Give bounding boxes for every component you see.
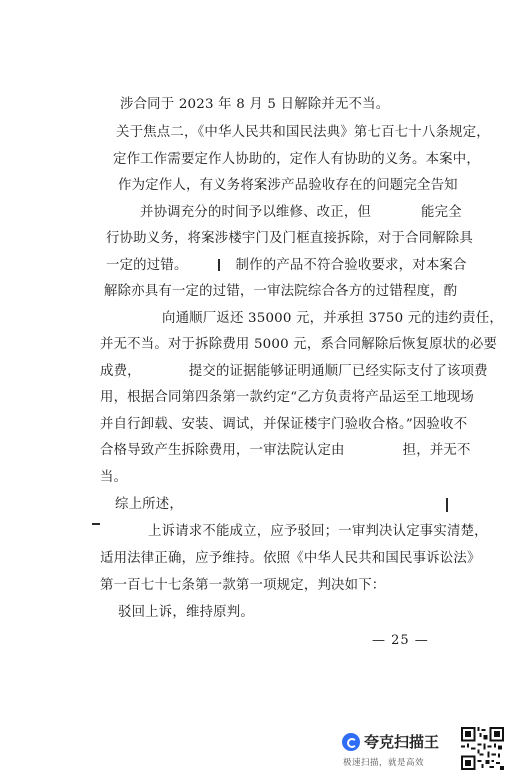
qr-code-icon [461, 727, 504, 770]
text-line-10: 并无不当。对于拆除费用 5000 元，系合同解除后恢复原状的必要 [100, 337, 498, 352]
text-line-18: 适用法律正确，应予维持。依照《中华人民共和国民事诉讼法》 [100, 551, 481, 566]
text-line-17: 上诉请求不能成立，应予驳回；一审判决认定事实清楚， [148, 524, 488, 539]
brand-name: 夸克扫描王 [364, 733, 440, 751]
text-line-9: 向通顺厂返还 35000 元，并承担 3750 元的违约责任， [162, 311, 503, 326]
text-line-15: 当。 [100, 470, 128, 485]
scan-artifact [446, 498, 448, 512]
text-line-1: 涉合同于 2023 年 8 月 5 日解除并无不当。 [120, 97, 390, 112]
text-line-12: 用，根据合同第四条第一款约定“乙方负责将产品运至工地现场 [100, 390, 474, 405]
text-line-5: 并协调充分的时间予以维修、改正，但 能完全 [140, 205, 462, 220]
text-line-20: 驳回上诉，维持原判。 [118, 605, 254, 620]
brand-slogan: 极速扫描，就是高效 [343, 758, 425, 768]
scan-artifact [92, 523, 100, 525]
quark-logo-icon [342, 733, 360, 751]
text-line-6: 行协助义务，将案涉楼宇门及门框直接拆除，对于合同解除具 [106, 231, 473, 246]
scanner-watermark [340, 727, 510, 773]
page-number: — 25 — [372, 633, 429, 648]
text-line-8: 解除亦具有一定的过错，一审法院综合各方的过错程度，酌 [104, 284, 458, 299]
scan-artifact [218, 259, 220, 271]
text-line-19: 第一百七十七条第一款第一项规定，判决如下： [100, 578, 386, 593]
text-line-7: 一定的过错。 制作的产品不符合验收要求，对本案合 [106, 258, 467, 273]
text-line-4: 作为定作人，有义务将案涉产品验收存在的问题完全告知 [118, 178, 458, 193]
text-line-3: 定作工作需要定作人协助的，定作人有协助的义务。本案中， [113, 152, 480, 167]
text-line-13: 并自行卸载、安装、调试，并保证楼宇门验收合格。”因验收不 [100, 417, 468, 432]
text-line-14: 合格导致产生拆除费用，一审法院认定由 担，并无不 [100, 443, 471, 458]
text-line-16: 综上所述， [115, 497, 183, 512]
text-line-11: 成费， 提交的证据能够证明通顺厂已经实际支付了该项费 [100, 364, 488, 379]
text-line-2: 关于焦点二，《中华人民共和国民法典》第七百七十八条规定， [116, 125, 490, 140]
